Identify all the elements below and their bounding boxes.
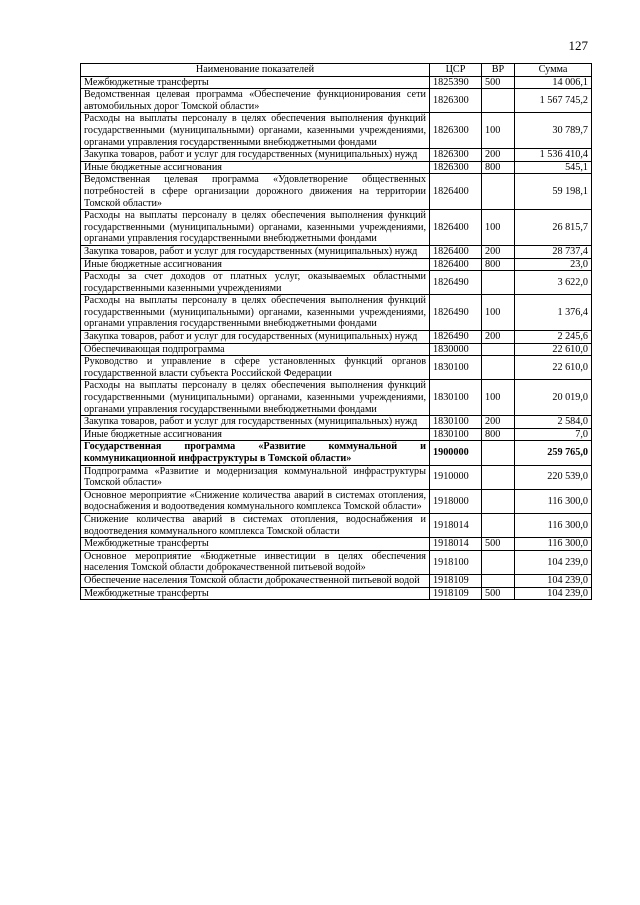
table-row: [81, 356, 592, 380]
row-csr: 1826490: [430, 331, 482, 344]
row-vr: [482, 89, 515, 113]
row-sum: 545,1: [515, 161, 592, 174]
row-vr: 800: [482, 258, 515, 271]
row-vr: 800: [482, 428, 515, 441]
row-name: Снижение количества аварий в системах отопления, водоснабжения и водоотведения коммунального комплекса Томской области: [81, 513, 430, 537]
row-vr: [482, 343, 515, 356]
row-vr: 200: [482, 331, 515, 344]
row-csr: 1830000: [430, 343, 482, 356]
row-sum: 1 536 410,4: [515, 149, 592, 162]
row-vr: 500: [482, 587, 515, 600]
row-name: Межбюджетные трансферты: [81, 587, 430, 600]
table-row: [81, 149, 592, 162]
row-csr: 1918100: [430, 550, 482, 574]
header-name: Наименование показателей: [81, 64, 430, 77]
row-name: Расходы на выплаты персоналу в целях обеспечения выполнения функций государственными (муниципальными) органами, казенными учреждениями, органами управления государственными внебюджетными фондами: [81, 295, 430, 331]
row-vr: 500: [482, 538, 515, 551]
table-row: [81, 380, 592, 416]
row-sum: 14 006,1: [515, 76, 592, 89]
row-vr: [482, 513, 515, 537]
row-sum: 7,0: [515, 428, 592, 441]
row-csr: 1910000: [430, 465, 482, 489]
table-row: [81, 174, 592, 210]
header-row: [81, 64, 592, 77]
table-row: [81, 574, 592, 587]
row-csr: 1918109: [430, 574, 482, 587]
row-name: Иные бюджетные ассигнования: [81, 258, 430, 271]
row-csr: 1826300: [430, 89, 482, 113]
row-sum: 1 567 745,2: [515, 89, 592, 113]
row-sum: 23,0: [515, 258, 592, 271]
row-name: Обеспечение населения Томской области доброкачественной питьевой водой: [81, 574, 430, 587]
row-vr: 200: [482, 149, 515, 162]
row-sum: 22 610,0: [515, 356, 592, 380]
row-name: Подпрограмма «Развитие и модернизация коммунальной инфраструктуры Томской области»: [81, 465, 430, 489]
row-csr: 1826490: [430, 271, 482, 295]
row-sum: 116 300,0: [515, 489, 592, 513]
row-vr: 800: [482, 161, 515, 174]
table-row: [81, 89, 592, 113]
table-row: [81, 441, 592, 465]
table-row: [81, 113, 592, 149]
row-sum: 104 239,0: [515, 587, 592, 600]
row-csr: 1826300: [430, 161, 482, 174]
row-name: Основное мероприятие «Снижение количества аварий в системах отопления, водоснабжения и водоотведения коммунального комплекса Томской области»: [81, 489, 430, 513]
row-csr: 1826300: [430, 149, 482, 162]
row-csr: 1826400: [430, 210, 482, 246]
row-name: Расходы на выплаты персоналу в целях обеспечения выполнения функций государственными (муниципальными) органами, казенными учреждениями, органами управления государственными внебюджетными фондами: [81, 210, 430, 246]
row-sum: 116 300,0: [515, 513, 592, 537]
row-name: Ведомственная целевая программа «Обеспечение функционирования сети автомобильных дорог Томской области»: [81, 89, 430, 113]
row-csr: 1826490: [430, 295, 482, 331]
row-name: Расходы на выплаты персоналу в целях обеспечения выполнения функций государственными (муниципальными) органами, казенными учреждениями, органами управления государственными внебюджетными фондами: [81, 380, 430, 416]
row-name: Закупка товаров, работ и услуг для государственных (муниципальных) нужд: [81, 331, 430, 344]
row-vr: [482, 271, 515, 295]
row-name: Закупка товаров, работ и услуг для государственных (муниципальных) нужд: [81, 416, 430, 429]
row-csr: 1826400: [430, 258, 482, 271]
row-csr: 1918109: [430, 587, 482, 600]
row-csr: 1900000: [430, 441, 482, 465]
row-name: Расходы на выплаты персоналу в целях обеспечения выполнения функций государственными (муниципальными) органами, казенными учреждениями, органами управления государственными внебюджетными фондами: [81, 113, 430, 149]
row-name: Руководство и управление в сфере установленных функций органов государственной власти субъекта Российской Федерации: [81, 356, 430, 380]
row-vr: [482, 356, 515, 380]
row-sum: 220 539,0: [515, 465, 592, 489]
table-row: [81, 416, 592, 429]
header-csr: ЦСР: [430, 64, 482, 77]
row-sum: 22 610,0: [515, 343, 592, 356]
row-name: Межбюджетные трансферты: [81, 76, 430, 89]
table-body: [81, 76, 592, 600]
row-sum: 259 765,0: [515, 441, 592, 465]
row-sum: 116 300,0: [515, 538, 592, 551]
row-vr: [482, 441, 515, 465]
row-sum: 2 245,6: [515, 331, 592, 344]
row-csr: 1918014: [430, 513, 482, 537]
row-sum: 30 789,7: [515, 113, 592, 149]
row-csr: 1830100: [430, 380, 482, 416]
budget-table: [80, 63, 592, 600]
table-row: [81, 161, 592, 174]
table-row: [81, 210, 592, 246]
row-vr: 500: [482, 76, 515, 89]
row-name: Обеспечивающая подпрограмма: [81, 343, 430, 356]
row-name: Межбюджетные трансферты: [81, 538, 430, 551]
row-csr: 1830100: [430, 428, 482, 441]
row-csr: 1830100: [430, 416, 482, 429]
row-sum: 28 737,4: [515, 245, 592, 258]
page-number: 127: [568, 38, 588, 53]
row-csr: 1826400: [430, 245, 482, 258]
table-row: [81, 258, 592, 271]
row-csr: 1826400: [430, 174, 482, 210]
header-sum: Сумма: [515, 64, 592, 77]
row-vr: [482, 465, 515, 489]
row-name: Ведомственная целевая программа «Удовлетворение общественных потребностей в сфере организации дорожного движения на территории Томской области»: [81, 174, 430, 210]
row-name: Закупка товаров, работ и услуг для государственных (муниципальных) нужд: [81, 149, 430, 162]
table-row: [81, 295, 592, 331]
row-vr: [482, 550, 515, 574]
table-row: [81, 513, 592, 537]
row-vr: [482, 489, 515, 513]
row-name: Расходы за счет доходов от платных услуг, оказываемых областными государственными казенными учреждениями: [81, 271, 430, 295]
row-sum: 59 198,1: [515, 174, 592, 210]
row-sum: 3 622,0: [515, 271, 592, 295]
row-sum: 20 019,0: [515, 380, 592, 416]
row-sum: 104 239,0: [515, 574, 592, 587]
table-row: [81, 271, 592, 295]
table-row: [81, 428, 592, 441]
row-vr: [482, 174, 515, 210]
row-name: Основное мероприятие «Бюджетные инвестиции в целях обеспечения населения Томской области доброкачественной питьевой водой»: [81, 550, 430, 574]
row-name: Государственная программа «Развитие коммунальной и коммуникационной инфраструктуры в Томской области»: [81, 441, 430, 465]
table-row: [81, 245, 592, 258]
table-row: [81, 489, 592, 513]
table-row: [81, 76, 592, 89]
table-row: [81, 538, 592, 551]
table-row: [81, 331, 592, 344]
row-vr: [482, 574, 515, 587]
table-row: [81, 343, 592, 356]
row-vr: 100: [482, 113, 515, 149]
row-sum: 1 376,4: [515, 295, 592, 331]
table-row: [81, 465, 592, 489]
row-csr: 1825390: [430, 76, 482, 89]
table-header: [81, 64, 592, 77]
row-vr: 200: [482, 416, 515, 429]
row-sum: 2 584,0: [515, 416, 592, 429]
row-csr: 1918014: [430, 538, 482, 551]
row-sum: 104 239,0: [515, 550, 592, 574]
row-name: Закупка товаров, работ и услуг для государственных (муниципальных) нужд: [81, 245, 430, 258]
row-sum: 26 815,7: [515, 210, 592, 246]
table-row: [81, 587, 592, 600]
row-name: Иные бюджетные ассигнования: [81, 161, 430, 174]
row-vr: 100: [482, 380, 515, 416]
row-vr: 100: [482, 295, 515, 331]
table-row: [81, 550, 592, 574]
row-name: Иные бюджетные ассигнования: [81, 428, 430, 441]
row-csr: 1918000: [430, 489, 482, 513]
row-vr: 200: [482, 245, 515, 258]
row-csr: 1826300: [430, 113, 482, 149]
row-csr: 1830100: [430, 356, 482, 380]
header-vr: ВР: [482, 64, 515, 77]
row-vr: 100: [482, 210, 515, 246]
